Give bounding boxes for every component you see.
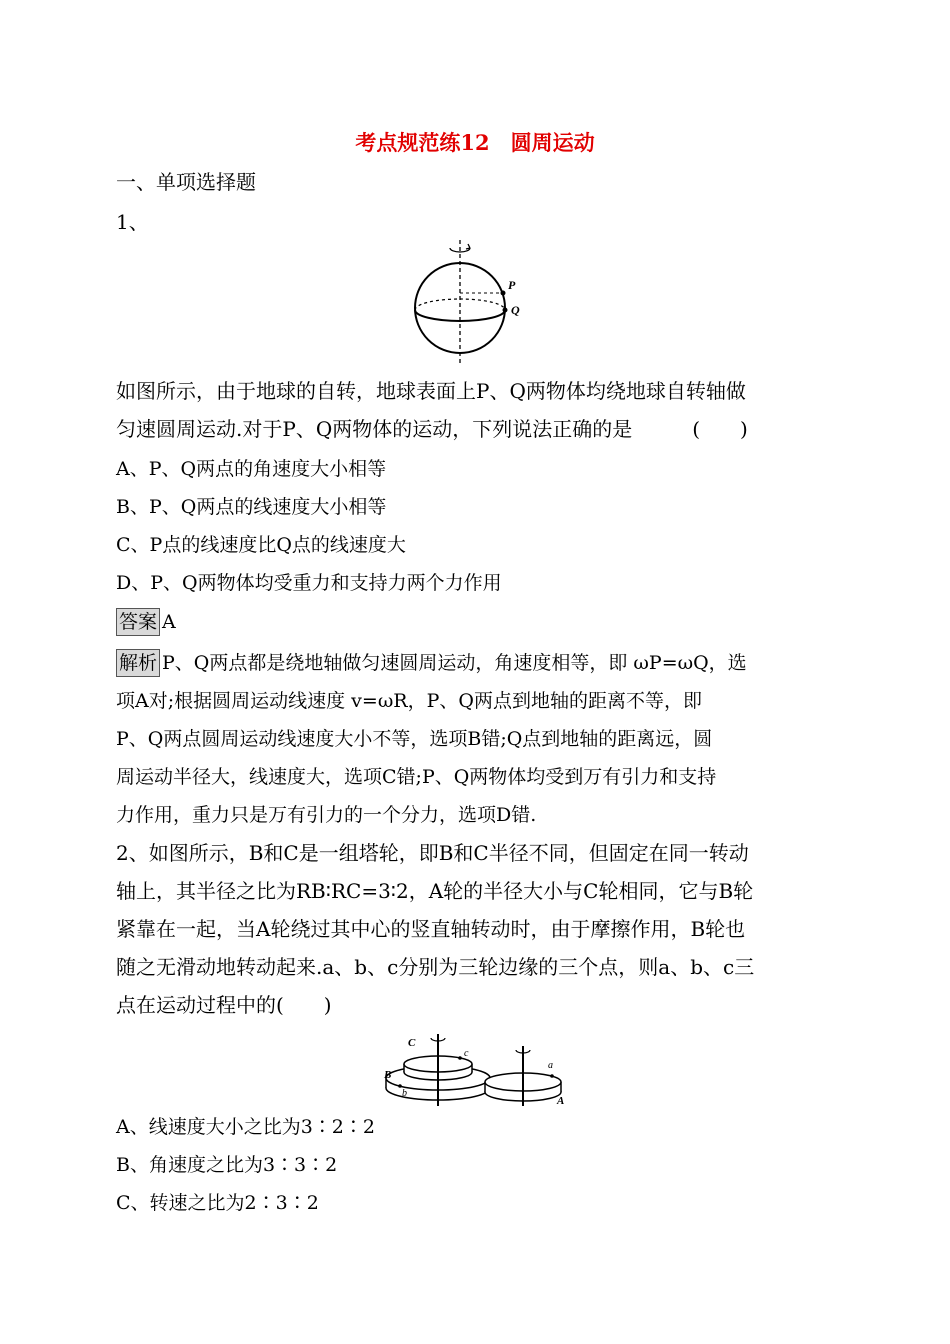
q1-option-a: A、P、Q两点的角速度大小相等 [116, 458, 387, 480]
earth-rotation-figure [410, 238, 540, 368]
q1-analysis-line-4: 周运动半径大，线速度大，选项C错;P、Q两物体均受到万有引力和支持 [116, 766, 717, 788]
section-heading: 一、单项选择题 [116, 170, 256, 194]
q1-analysis-line-3: P、Q两点圆周运动线速度大小不等，选项B错;Q点到地轴的距离远，圆 [116, 728, 713, 750]
label-c-point: c [464, 1048, 469, 1059]
q2-stem-line-3: 紧靠在一起，当A轮绕过其中心的竖直轴转动时，由于摩擦作用，B轮也 [116, 917, 746, 941]
q1-option-c: C、P点的线速度比Q点的线速度大 [116, 534, 406, 556]
point-p [501, 291, 506, 296]
answer-value: A [162, 611, 176, 633]
q1-stem-line-2: 匀速圆周运动.对于P、Q两物体的运动，下列说法正确的是 ( ) [116, 417, 748, 441]
q1-option-b: B、P、Q两点的线速度大小相等 [116, 496, 387, 518]
label-b-wheel: B [384, 1069, 392, 1081]
answer-tag: 答案 [116, 608, 160, 636]
tower-wheel-figure [380, 1026, 580, 1112]
point-a [550, 1074, 554, 1078]
question-1-number: 1、 [116, 210, 149, 234]
q2-stem-line-4: 随之无滑动地转动起来.a、b、c分别为三轮边缘的三个点，则a、b、c三 [116, 955, 755, 979]
q2-stem-line-2: 轴上，其半径之比为RB∶RC=3∶2，A轮的半径大小与C轮相同，它与B轮 [116, 879, 754, 903]
analysis-tag: 解析 [116, 649, 160, 677]
page-title: 考点规范练12 圆周运动 [355, 130, 595, 155]
point-c [458, 1056, 462, 1060]
q1-analysis-line-1 [116, 646, 747, 680]
label-c-wheel: C [408, 1037, 416, 1049]
q2-stem-line-1: 2、如图所示，B和C是一组塔轮，即B和C半径不同，但固定在同一转动 [116, 841, 749, 865]
analysis-text-1: P、Q两点都是绕地轴做匀速圆周运动，角速度相等，即 ωP=ωQ，选 [162, 652, 747, 674]
q1-analysis-line-5: 力作用，重力只是万有引力的一个分力，选项D错. [116, 804, 537, 826]
q2-stem-line-5: 点在运动过程中的( ) [116, 993, 332, 1017]
q2-option-c: C、转速之比为2∶3∶2 [116, 1192, 319, 1214]
q1-stem-line-1: 如图所示，由于地球的自转，地球表面上P、Q两物体均绕地球自转轴做 [116, 379, 746, 403]
q1-answer-row [116, 605, 176, 639]
label-q: Q [511, 303, 520, 317]
point-q [503, 308, 508, 313]
label-b-point: b [402, 1088, 407, 1099]
label-a-wheel: A [557, 1095, 565, 1107]
q2-option-a: A、线速度大小之比为3∶2∶2 [116, 1116, 375, 1138]
q2-option-b: B、角速度之比为3∶3∶2 [116, 1154, 338, 1176]
label-p: P [508, 278, 516, 292]
q1-option-d: D、P、Q两物体均受重力和支持力两个力作用 [116, 572, 502, 594]
label-a-point: a [548, 1060, 553, 1071]
arrow-head-icon [466, 244, 470, 249]
q1-analysis-line-2: 项A对;根据圆周运动线速度 v=ωR，P、Q两点到地轴的距离不等，即 [116, 690, 702, 712]
